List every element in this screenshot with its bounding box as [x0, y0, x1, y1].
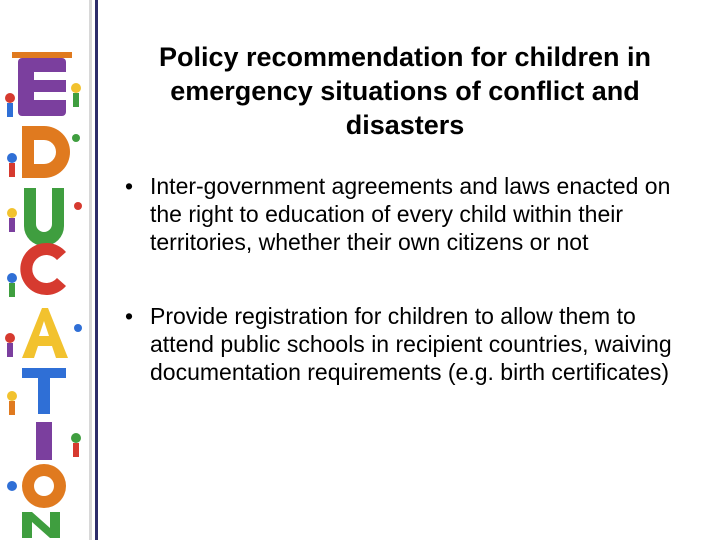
letter-a-graphic [5, 308, 82, 358]
bullet-marker: • [125, 303, 134, 329]
strip-divider-navy [95, 0, 98, 540]
letter-n-graphic [22, 512, 60, 538]
bullet-item [120, 172, 700, 256]
bullet-marker: • [125, 173, 134, 199]
education-letters-artwork [0, 0, 100, 540]
letter-d-graphic [7, 126, 80, 178]
bullet-list [120, 172, 700, 386]
letter-e-graphic [5, 52, 81, 117]
strip-divider-light [89, 0, 92, 540]
bullet-text: Provide registration for children to allow them to attend public schools in recipient countries, waiving documentation requirements (e.g. birth certificates) [150, 303, 672, 385]
bullet-text: Inter-government agreements and laws enacted on the right to education of every child within their territories, whether their own citizens or not [150, 173, 671, 255]
education-illustration [0, 38, 88, 538]
letter-o-graphic [7, 464, 66, 508]
bullet-item [120, 302, 700, 386]
letter-i-graphic [36, 422, 81, 460]
letter-u-graphic [7, 188, 82, 246]
letter-c-graphic [7, 243, 66, 297]
letter-t-graphic [7, 368, 66, 415]
slide-title: Policy recommendation for children in emergency situations of conflict and disasters [158, 42, 652, 140]
